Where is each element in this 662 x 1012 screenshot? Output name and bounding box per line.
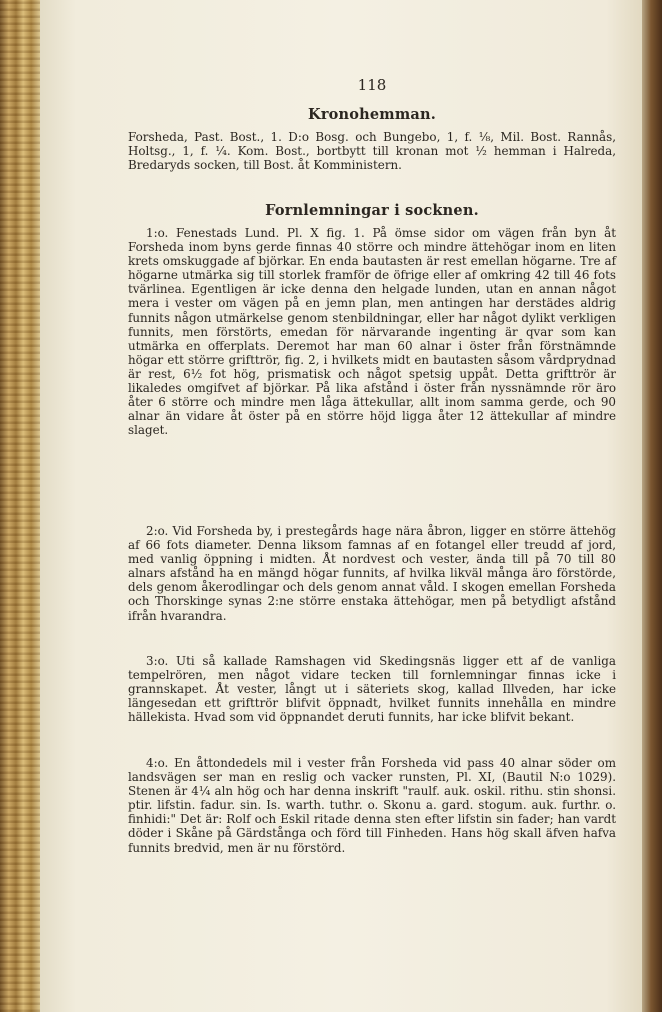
intro-paragraph: Forsheda, Past. Bost., 1. D:o Bosg. och Bungebo, 1, f. ⅛, Mil. Bost. Rannås, Holtsg., 1, f. ¼. Kom. Bost., bortbytt till kronan mot ½ hemman i Halreda, Bredaryds socken, till Bost. åt Komministern. xyxy=(128,130,616,173)
section-heading: Fornlemningar i socknen. xyxy=(265,202,479,219)
paragraph-1: 1:o. Fenestads Lund. Pl. X fig. 1. På ömse sidor om vägen från byn åt Forsheda inom byns gerde finnas 40 större och mindre ättehögar inom en liten krets omskuggade af björkar. En enda bautasten är rest emellan högarne. Tre af högarne utmärka sig till storlek framför de öfrige eller af omkring 42 till 46 fots tvärlinea. Egentligen är icke denna den helgade lunden, utan en annan något mera i vester om vägen på en jemn plan, men antingen har derstädes aldrig funnits någon utmärkelse genom stenbildningar, eller har något dylikt verkligen funnits, men förstörts, emedan för närvarande ingenting är qvar som kan utmärka en offerplats. Deremot har man 60 alnar i öster från förstnämnde högar ett större grifttrör, fig. 2, i hvilkets midt en bautasten såsom vårdprydnad är rest, 6½ fot hög, prismatisk och något spetsig uppåt. Detta grifttrör är likaledes omgifvet af björkar. På lika afstånd i öster från nyssnämnde rör äro åter 6 större och mindre men låga ättekullar, allt inom samma gerde, och 90 alnar än vidare åt öster på en större höjd ligga åter 12 ättekullar af mindre slaget. xyxy=(128,226,616,438)
page-number: 118 xyxy=(357,76,387,94)
paragraph-3: 3:o. Uti så kallade Ramshagen vid Skedingsnäs ligger ett af de vanliga tempelrören, men något vidare tecken till fornlemningar finnas icke i grannskapet. Åt vester, långt ut i säteriets skog, kallad Illveden, har icke längesedan ett grifttrör blifvit öppnadt, hvilket funnits innehålla en mindre hällekista. Hvad som vid öppnandet deruti funnits, har icke blifvit bekant. xyxy=(128,654,616,725)
book-binding xyxy=(0,0,40,1012)
paragraph-4: 4:o. En åttondedels mil i vester från Forsheda vid pass 40 alnar söder om landsvägen ser man en reslig och vacker runsten, Pl. XI, (Bautil N:o 1029). Stenen är 4¼ aln hög och har denna inskrift "raulf. auk. oskil. rithu. stin shonsi. ptir. lifstin. fadur. sin. Is. warth. tuthr. o. Skonu a. gard. stogum. auk. furthr. o. finhidi:" Det är: Rolf och Eskil ritade denna sten efter lifstin sin fader; han vardt döder i Skåne på Gärdstånga och förd till Finheden. Hans hög skall äfven hafva funnits bredvid, men är nu förstörd. xyxy=(128,756,616,855)
page-content xyxy=(128,0,616,1012)
paragraph-2: 2:o. Vid Forsheda by, i prestegårds hage nära åbron, ligger en större ättehög af 66 fots diameter. Denna liksom famnas af en fotangel eller treudd af jord, med vanlig öppning i midten. Åt nordvest och vester, ända till på 70 till 80 alnars afstånd ha en mängd högar funnits, af hvilka likväl många äro förstörde, dels genom åkerodlingar och dels genom annat våld. I skogen emellan Forsheda och Thorskinge synas 2:ne större enstaka ättehögar, men på betydligt afstånd ifrån hvarandra. xyxy=(128,524,616,623)
page-edge xyxy=(642,0,662,1012)
page-title: Kronohemman. xyxy=(308,106,436,123)
